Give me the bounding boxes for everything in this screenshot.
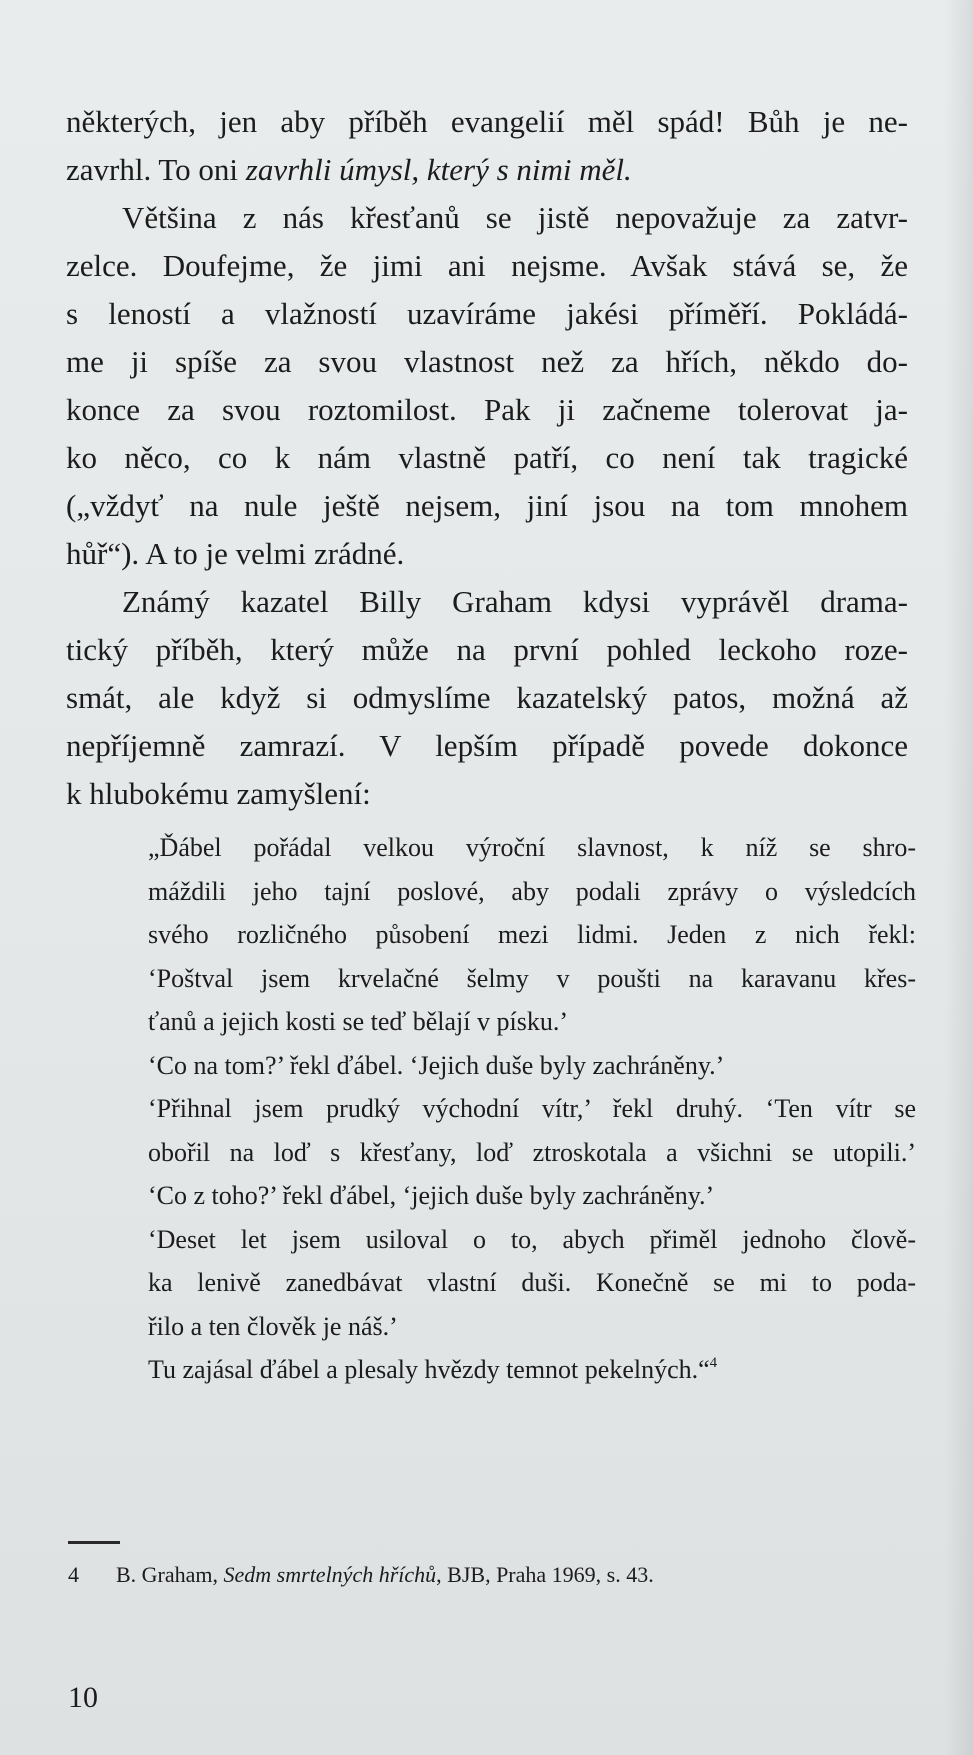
text-span: nepříjemně zamrazí. V lepším případě povede dokonce	[66, 728, 908, 763]
text-span: smát, ale když si odmyslíme kazatelský patos, možná až	[66, 680, 908, 715]
quote-line: svého rozličného působení mezi lidmi. Jeden z nich řekl:	[148, 920, 916, 949]
quote-line	[148, 1348, 916, 1392]
quote-line: ‘Poštval jsem krvelačné šelmy v poušti na karavanu křes-	[148, 963, 916, 993]
text-line	[66, 674, 908, 722]
text-line	[66, 194, 908, 242]
text-line	[66, 626, 908, 674]
text-span: zelce. Doufejme, že jimi ani nejsme. Avšak stává se, že	[66, 248, 908, 283]
text-line	[66, 578, 908, 626]
text-span: k hlubokému zamyšlení:	[66, 776, 371, 811]
text-line	[66, 434, 908, 482]
text-span: Většina z nás křesťanů se jistě nepovažuje za zatvr-	[122, 200, 908, 235]
quote-line: ťanů a jejich kosti se teď bělají v písku.’	[148, 1007, 568, 1036]
text-line	[66, 530, 908, 578]
text-span: konce za svou roztomilost. Pak ji začneme tolerovat ja-	[66, 392, 908, 427]
text-line	[66, 722, 908, 770]
footnote-title: Sedm smrtelných hříchů	[223, 1562, 437, 1587]
page-number: 10	[68, 1681, 98, 1714]
text-span: („vždyť na nule ještě nejsem, jiní jsou na tom mnohem	[66, 488, 908, 523]
text-span: hůř“). A to je velmi zrádné.	[66, 536, 405, 571]
block-quote	[148, 826, 916, 1392]
quote-line: řilo a ten člověk je náš.’	[148, 1311, 398, 1341]
quote-line: ‘Co z toho?’ řekl ďábel, ‘jejich duše byly zachráněny.’	[148, 1181, 715, 1210]
text-span: ko něco, co k nám vlastně patří, co není tak tragické	[66, 440, 908, 475]
footnote-details: , BJB, Praha 1969, s. 43.	[436, 1562, 654, 1587]
text-span: s leností a vlažností uzavíráme jakési příměří. Pokládá-	[66, 296, 908, 331]
text-span: některých, jen aby příběh evangelií měl spád! Bůh je ne-	[66, 104, 908, 139]
footnote-separator	[68, 1541, 120, 1544]
quote-line: ‘Přihnal jsem prudký východní vítr,’ řekl druhý. ‘Ten vítr se	[148, 1094, 916, 1123]
text-line	[66, 770, 908, 818]
text-span: Známý kazatel Billy Graham kdysi vyprávěl drama-	[122, 584, 908, 619]
quote-line: obořil na loď s křesťany, loď ztroskotala a všichni se utopili.’	[148, 1137, 916, 1167]
quote-line: ka lenivě zanedbávat vlastní duši. Konečně se mi to poda-	[148, 1268, 916, 1297]
text-span: me ji spíše za svou vlastnost než za hřích, někdo do-	[66, 344, 908, 379]
text-span: tický příběh, který může na první pohled leckoho roze-	[66, 632, 908, 667]
text-line	[66, 482, 908, 530]
quote-last-text: Tu zajásal ďábel a plesaly hvězdy temnot pekelných.“	[148, 1355, 710, 1384]
text-line	[66, 290, 908, 338]
text-line	[66, 242, 908, 290]
footnote-number: 4	[68, 1562, 79, 1587]
text-line	[66, 146, 908, 194]
page-edge-shadow	[945, 0, 973, 1755]
footnote	[68, 1560, 654, 1590]
body-text	[66, 98, 908, 818]
quote-line: „Ďábel pořádal velkou výroční slavnost, k níž se shro-	[148, 833, 916, 862]
text-line	[66, 98, 908, 146]
quote-line: ‘Co na tom?’ řekl ďábel. ‘Jejich duše byly zachráněny.’	[148, 1050, 725, 1080]
quote-line: ‘Deset let jsem usiloval o to, abych přiměl jednoho člově-	[148, 1224, 916, 1254]
quote-line: máždili jeho tajní poslové, aby podali zprávy o výsledcích	[148, 876, 916, 906]
footnote-reference: 4	[709, 1355, 718, 1371]
text-span: zavrhl. To oni	[66, 152, 246, 187]
footnote-author: B. Graham,	[116, 1562, 224, 1587]
italic-span: zavrhli úmysl, který s nimi měl.	[245, 152, 632, 187]
text-line	[66, 386, 908, 434]
text-line	[66, 338, 908, 386]
